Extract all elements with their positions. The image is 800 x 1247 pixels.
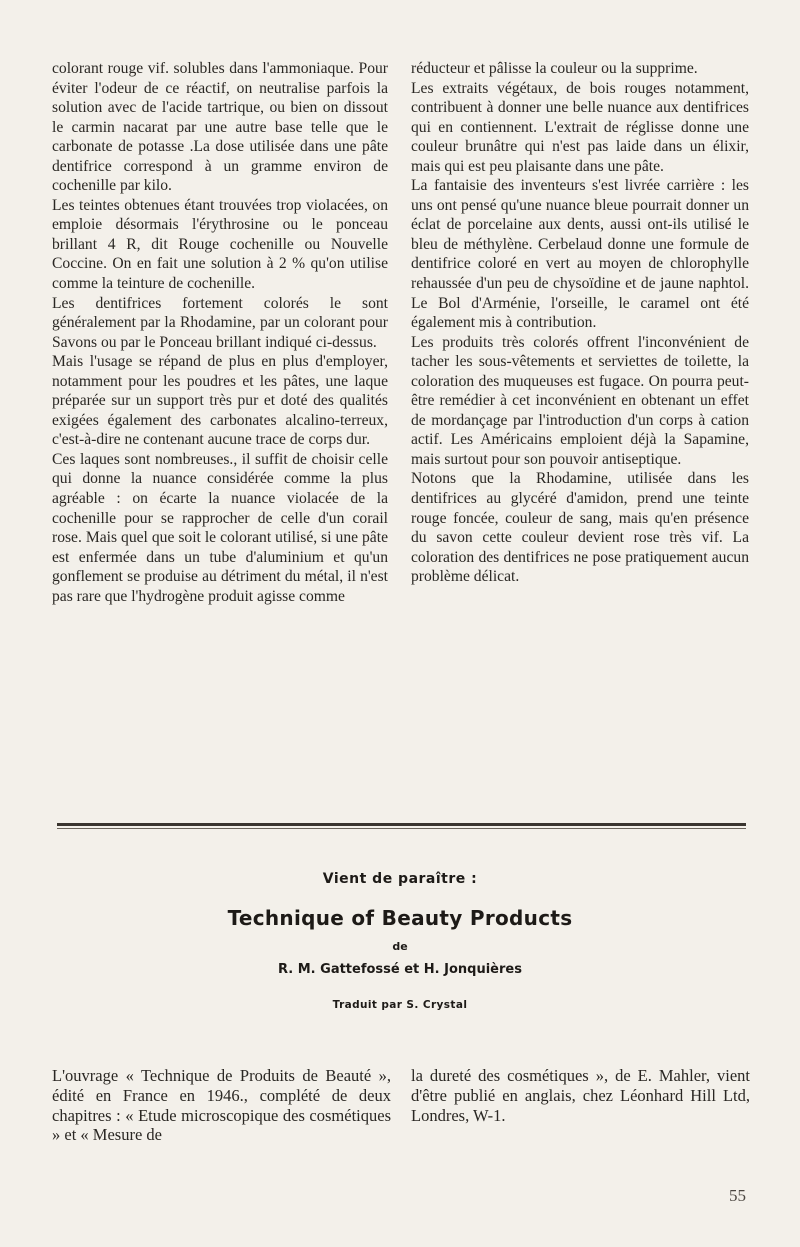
right-column bbox=[411, 59, 749, 587]
paragraph: Les extraits végétaux, de bois rouges notamment, contribuent à donner une belle nuance aux dentifrices qui en contiennent. L'extrait de réglisse donne une couleur brunâtre qui n'est pas laide dans un élixir, mais qui est peu plaisante dans une pâte. bbox=[411, 79, 749, 175]
paragraph: Mais l'usage se répand de plus en plus d'employer, notamment pour les poudres et les pâtes, une laque préparée sur un support très pur et doté des qualités exigées également des carbonates alcalino-terreux, c'est-à-dire ne contenant aucune trace de corps dur. bbox=[52, 353, 388, 449]
left-column bbox=[52, 59, 388, 606]
paragraph: colorant rouge vif. solubles dans l'ammoniaque. Pour éviter l'odeur de ce réactif, on neutralise parfois la solution avec de l'acide tartrique, ou bien on dissout le carmin nacarat par une autre base telle que le carbonate de potasse .La dose utilisée dans une pâte dentifrice correspond à un gramme environ de cochenille par kilo. bbox=[52, 60, 388, 195]
paragraph: La fantaisie des inventeurs s'est livrée carrière : les uns ont pensé qu'une nuance bleue pourrait donner un éclat de porcelaine aux dents, aussi ont-ils utilisé le bleu de méthylène. Cerbelaud donne une formule de dentifrice coloré en vert au moyen de chlorophylle rehaussée d'un peu de chysoïdine et de jaune naphtol. Le Bol d'Arménie, l'orseille, le caramel ont été également mis à contribution. bbox=[411, 177, 749, 332]
announcement-intro: Vient de paraître : bbox=[322, 871, 478, 887]
paragraph: réducteur et pâlisse la couleur ou la supprime. bbox=[411, 60, 698, 77]
page-number: 55 bbox=[729, 1186, 746, 1205]
book-by: de bbox=[392, 940, 408, 953]
book-authors: R. M. Gattefossé et H. Jonquières bbox=[278, 962, 522, 977]
paragraph: Les dentifrices fortement colorés le sont généralement par la Rhodamine, par un colorant pour Savons ou par le Ponceau brillant indiqué ci-dessus. bbox=[52, 294, 388, 351]
book-title: Technique of Beauty Products bbox=[227, 906, 573, 930]
announcement-text-left: L'ouvrage « Technique de Produits de Beauté », édité en France en 1946., complété de deux chapitres : « Etude microscopique des cosmétiques » et « Mesure de bbox=[52, 1066, 391, 1145]
paragraph: Notons que la Rhodamine, utilisée dans les dentifrices au glycéré d'amidon, prend une teinte rouge foncée, couleur de sang, mais qu'en présence du savon cette couleur devient rose très vif. La coloration des dentifrices ne pose pratiquement aucun problème délicat. bbox=[411, 470, 749, 586]
paragraph: Les teintes obtenues étant trouvées trop violacées, on emploie désormais l'érythrosine ou le ponceau brillant 4 R, dit Rouge cochenille ou Nouvelle Coccine. On en fait une solution à 2 % qu'on utilise comme la teinture de cochenille. bbox=[52, 196, 388, 293]
announcement-text-right: la dureté des cosmétiques », de E. Mahler, vient d'être publié en anglais, chez Léonhard Hill Ltd, Londres, W-1. bbox=[411, 1066, 750, 1125]
paragraph: Les produits très colorés offrent l'inconvénient de tacher les sous-vêtements et serviettes de toilette, la coloration des muqueuses est fugace. On pourra peut-être remédier à cet inconvénient en obtenant un effet de mordançage par l'introduction d'un corps à cation actif. Les Américains emploient déjà la Sapamine, mais surtout pour son pouvoir antiseptique. bbox=[411, 333, 749, 468]
section-divider-thin bbox=[57, 828, 746, 829]
paragraph: Ces laques sont nombreuses., il suffit de choisir celle qui donne la nuance considérée comme la plus agréable : on écarte la nuance violacée de la cochenille pour se rapprocher de celle d'un corail rose. Mais quel que soit le colorant utilisé, si une pâte est enfermée dans un tube d'aluminium et qu'un gonflement se produise au détriment du métal, il n'est pas rare que l'hydrogène produit agisse comme bbox=[52, 450, 388, 605]
section-divider bbox=[57, 823, 746, 826]
book-translator: Traduit par S. Crystal bbox=[332, 999, 468, 1011]
